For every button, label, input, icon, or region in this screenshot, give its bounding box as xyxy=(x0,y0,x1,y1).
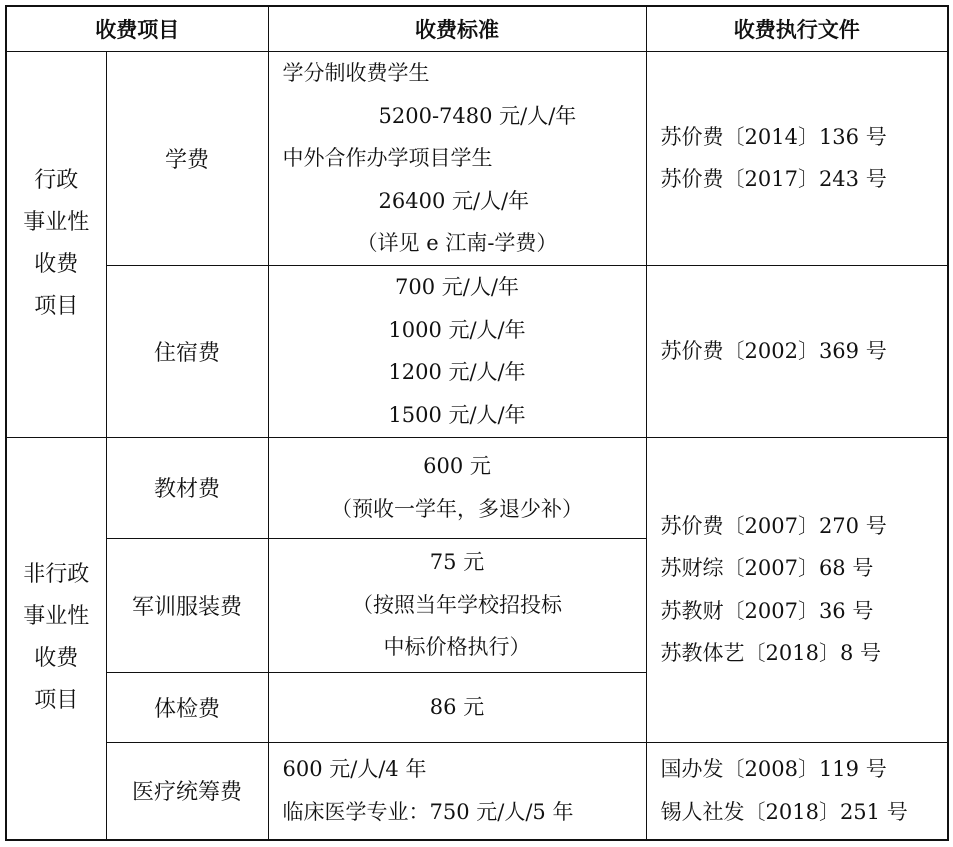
standard-checkup xyxy=(268,672,646,742)
header-item: 收费项目 xyxy=(6,6,268,52)
standard-line: 中标价格执行） xyxy=(383,635,531,660)
standard-uniform xyxy=(268,538,646,672)
standard-tuition xyxy=(268,52,646,266)
category-line: 事业性 xyxy=(23,210,90,236)
item-textbook: 教材费 xyxy=(106,437,268,538)
item-medical: 医疗统筹费 xyxy=(106,742,268,840)
table-row-lodging xyxy=(6,265,948,437)
table-row-textbook xyxy=(6,437,948,538)
category-line: 收费 xyxy=(34,252,79,278)
standard-line: （详见 e 江南-学费） xyxy=(356,231,558,255)
header-row xyxy=(6,6,948,52)
document-line: 苏价费〔2002〕369 号 xyxy=(660,338,887,363)
category-line: 项目 xyxy=(34,688,79,714)
standard-line: 600 元 xyxy=(423,454,491,478)
standard-line: 26400 元/人/年 xyxy=(378,188,530,213)
standard-line: （按照当年学校招投标 xyxy=(352,592,562,617)
category-line: 事业性 xyxy=(23,604,90,630)
standard-line: （预收一学年，多退少补） xyxy=(331,496,583,521)
document-tuition xyxy=(646,52,948,266)
fee-table xyxy=(5,5,949,841)
document-line: 苏价费〔2017〕243 号 xyxy=(660,167,887,192)
standard-line: 1500 元/人/年 xyxy=(388,402,526,427)
table-row-tuition xyxy=(6,52,948,266)
standard-lodging xyxy=(268,265,646,437)
header-standard: 收费标准 xyxy=(268,6,646,52)
header-document: 收费执行文件 xyxy=(646,6,948,52)
category-line: 项目 xyxy=(34,294,79,320)
category-non-administrative xyxy=(6,437,106,840)
standard-line: 5200-7480 元/人/年 xyxy=(378,103,577,128)
standard-line: 学分制收费学生 xyxy=(282,61,430,85)
standard-line: 1200 元/人/年 xyxy=(388,360,526,384)
standard-line: 600 元/人/4 年 xyxy=(282,757,427,782)
category-line: 收费 xyxy=(34,646,79,672)
item-checkup: 体检费 xyxy=(106,672,268,742)
item-uniform: 军训服装费 xyxy=(106,538,268,672)
document-line: 苏教财〔2007〕36 号 xyxy=(660,598,874,623)
standard-line: 中外合作办学项目学生 xyxy=(282,146,493,170)
standard-medical xyxy=(268,742,646,840)
standard-textbook xyxy=(268,437,646,538)
category-line: 非行政 xyxy=(23,562,90,588)
category-line: 行政 xyxy=(34,168,79,194)
document-line: 苏价费〔2014〕136 号 xyxy=(660,124,887,149)
standard-line: 700 元/人/年 xyxy=(395,275,519,299)
document-line: 苏财综〔2007〕68 号 xyxy=(660,556,874,580)
standard-line: 临床医学专业：750 元/人/5 年 xyxy=(282,799,574,824)
standard-line: 86 元 xyxy=(429,694,485,719)
document-lodging xyxy=(646,265,948,437)
document-shared xyxy=(646,437,948,742)
standard-line: 1000 元/人/年 xyxy=(388,317,526,342)
table-row-medical xyxy=(6,742,948,840)
document-line: 锡人社发〔2018〕251 号 xyxy=(660,799,908,824)
document-line: 国办发〔2008〕119 号 xyxy=(660,757,887,782)
document-line: 苏价费〔2007〕270 号 xyxy=(660,513,887,538)
document-medical xyxy=(646,742,948,840)
item-tuition: 学费 xyxy=(106,52,268,266)
item-lodging: 住宿费 xyxy=(106,265,268,437)
category-administrative xyxy=(6,52,106,438)
standard-line: 75 元 xyxy=(429,550,485,575)
document-line: 苏教体艺〔2018〕8 号 xyxy=(660,641,881,665)
